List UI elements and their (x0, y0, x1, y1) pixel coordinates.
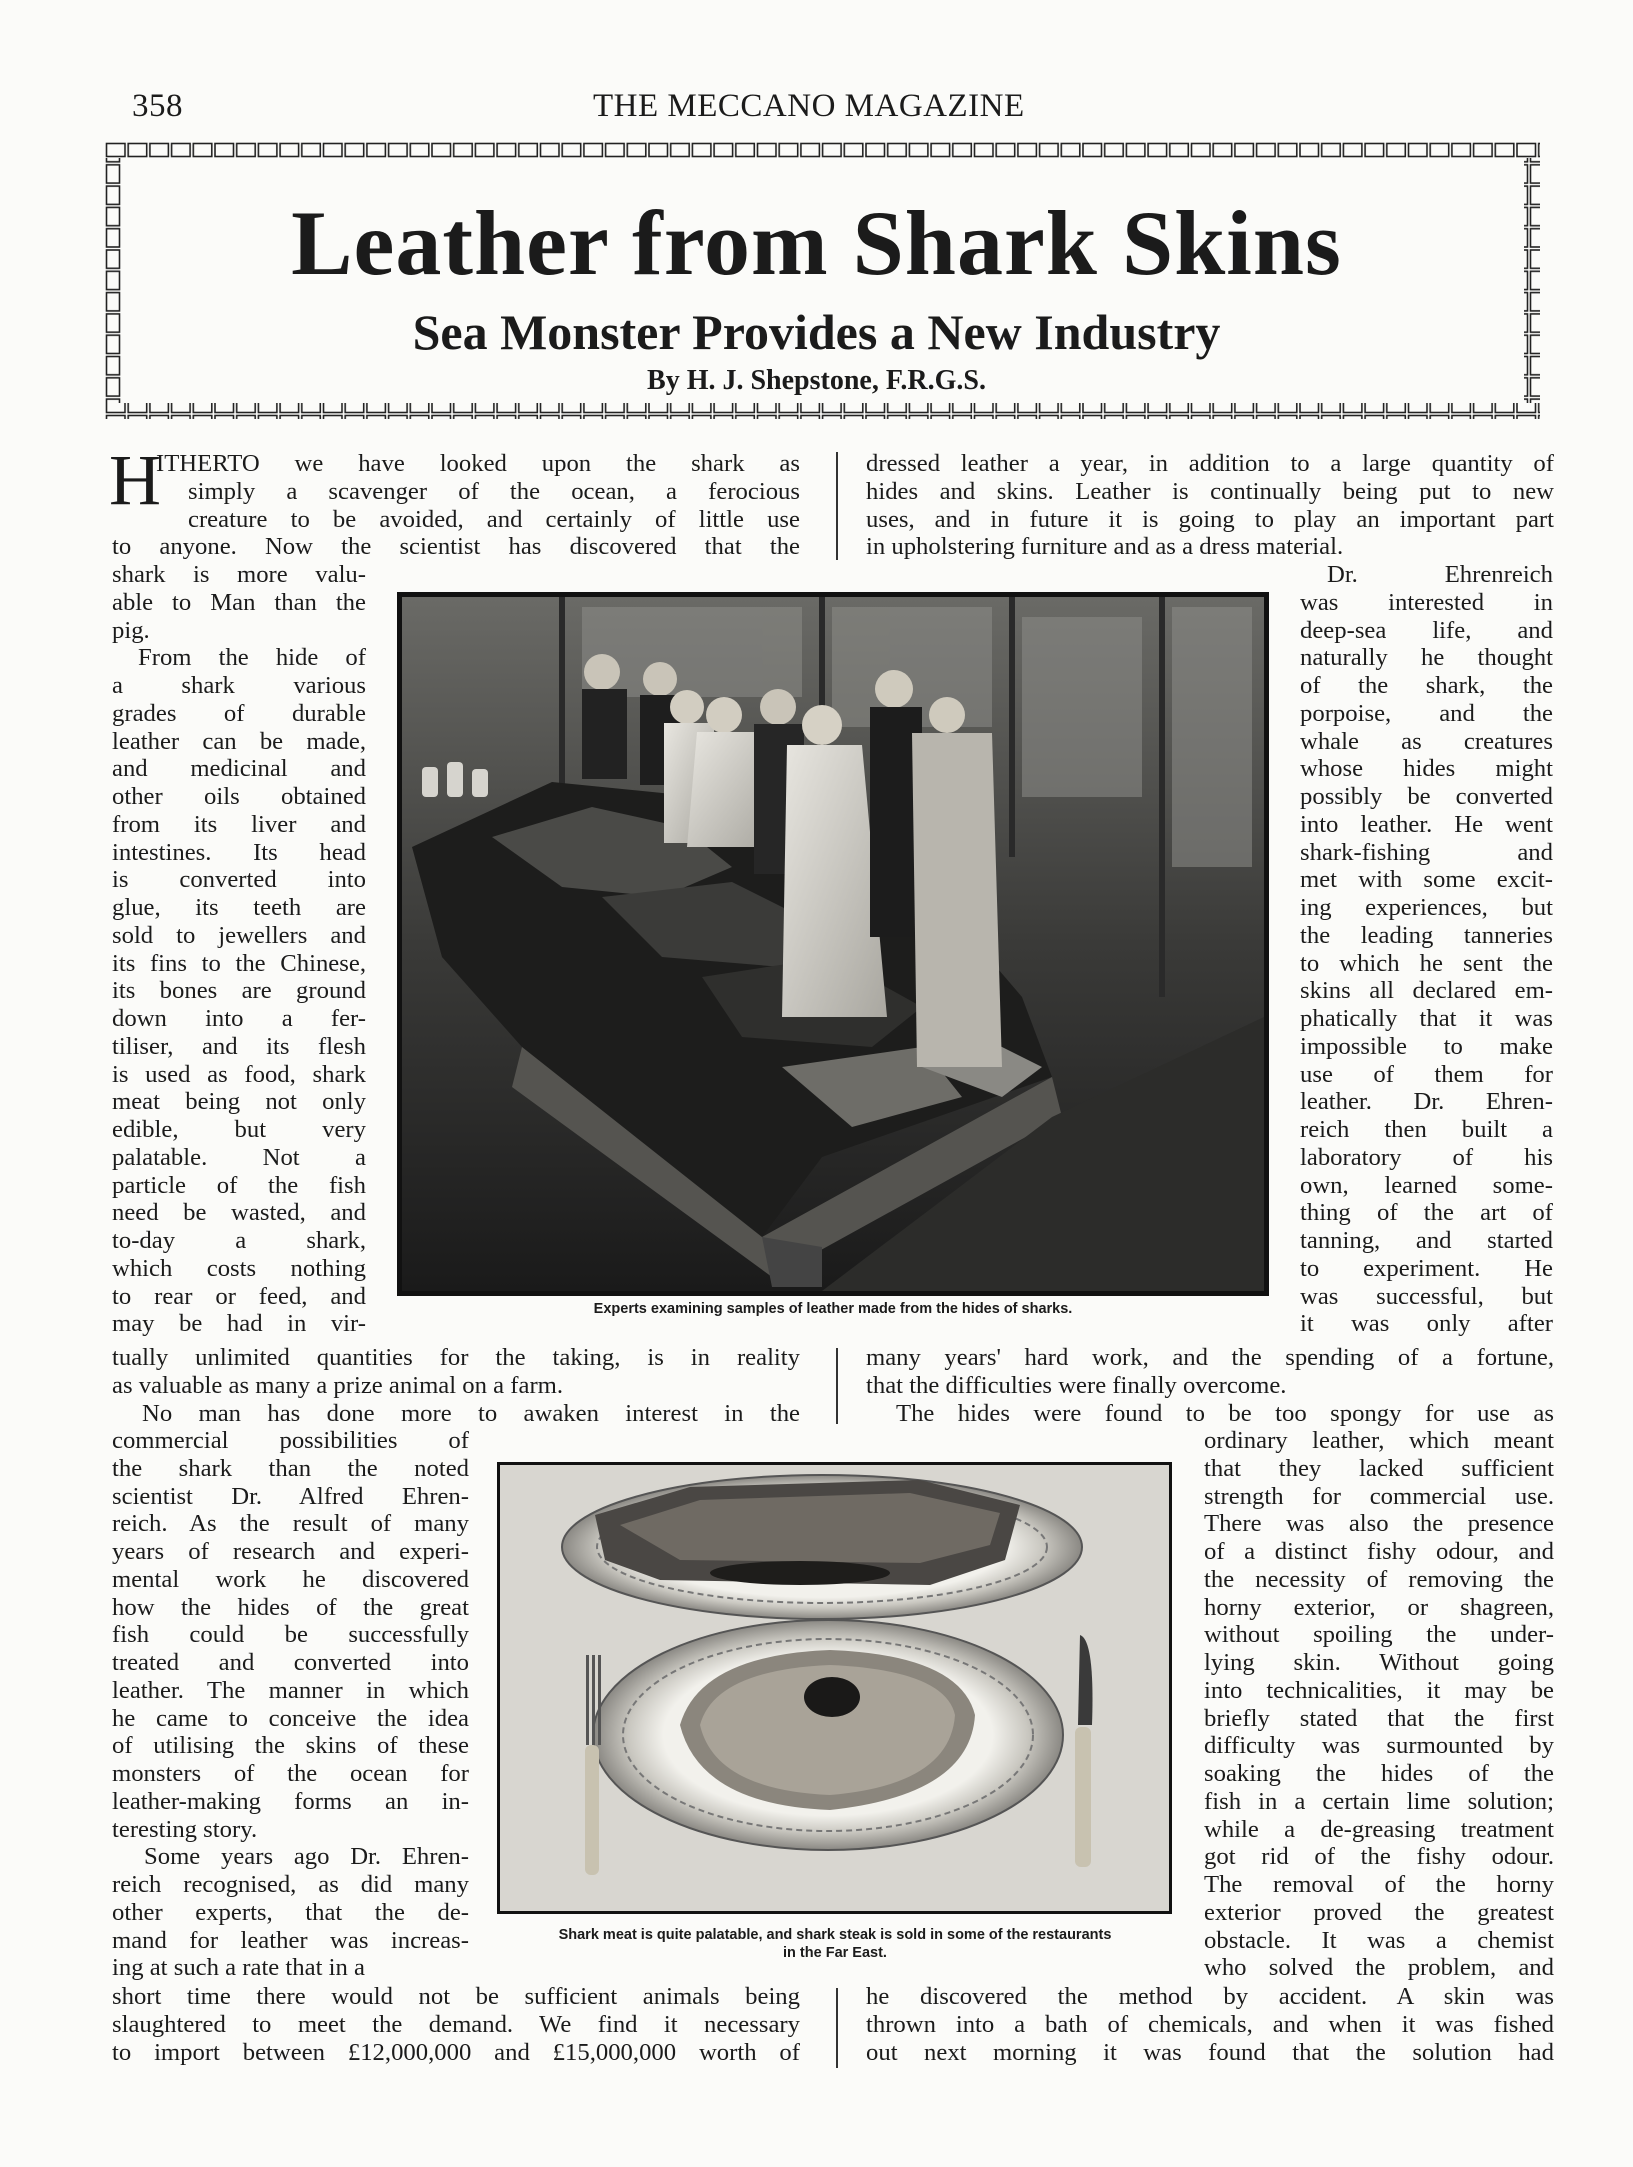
text-line: how the hides of the great (112, 1593, 469, 1621)
text-line: naturally he thought (1300, 644, 1553, 672)
text-line: From the hide of (138, 644, 366, 672)
column-rule (836, 1348, 838, 1424)
text-line: that they lacked sufficient (1204, 1454, 1554, 1482)
text-line: particle of the fish (112, 1171, 366, 1199)
text-line: treated and converted into (112, 1649, 469, 1676)
col2-narrow (1300, 561, 1553, 1338)
article-title: Leather from Shark Skins (291, 192, 1342, 294)
text-line: tually unlimited quantities for the taking, is in reality (112, 1344, 800, 1371)
leather-photo-illustration (402, 597, 1264, 1291)
text-line: reich. As the result of many (112, 1510, 469, 1538)
text-line: There was also the presence (1204, 1510, 1554, 1538)
text-line: Dr. Ehrenreich (1327, 561, 1553, 588)
text-line: to which he sent the (1300, 949, 1553, 977)
text-line: may be had in vir- (112, 1310, 366, 1338)
text-line: the shark than the noted (112, 1454, 469, 1482)
text-line: grades of durable (112, 699, 366, 727)
text-line: from its liver and (112, 810, 366, 838)
text-line: was successful, but (1300, 1282, 1553, 1310)
text-line: monsters of the ocean for (112, 1760, 469, 1787)
text-line: scientist Dr. Alfred Ehren- (112, 1482, 469, 1510)
text-line: need be wasted, and (112, 1199, 366, 1227)
text-line: is converted into (112, 866, 366, 894)
text-line: years of research and experi- (112, 1538, 469, 1565)
text-line: The removal of the horny (1204, 1871, 1554, 1898)
text-line: deep-sea life, and (1300, 616, 1553, 644)
text-line: The hides were found to be too spongy for use as (896, 1399, 1554, 1427)
text-line: leather. The manner in which (112, 1676, 469, 1704)
text-line: simply a scavenger of the ocean, a ferocious (188, 477, 800, 505)
leather-photo (397, 592, 1269, 1296)
figure-caption-line: in the Far East. (783, 1945, 887, 1961)
col1-lower (112, 1427, 469, 1982)
text-line: glue, its teeth are (112, 894, 366, 921)
text-line: difficulty was surmounted by (1204, 1732, 1554, 1760)
text-line: briefly stated that the first (1204, 1704, 1554, 1732)
figure-caption (470, 1926, 1200, 1962)
text-line: who solved the problem, and (1204, 1954, 1554, 1982)
text-line: short time there would not be sufficient animals being (112, 1983, 800, 2010)
page-number: 358 (132, 88, 183, 124)
text-line: reich then built a (1300, 1116, 1553, 1143)
text-line: hides and skins. Leather is continually being put to new (866, 477, 1554, 505)
text-line: which costs nothing (112, 1254, 366, 1282)
text-line: to experiment. He (1300, 1254, 1553, 1282)
text-line: it was only after (1300, 1310, 1553, 1338)
text-line: ing experiences, but (1300, 894, 1553, 921)
text-line: in upholstering furniture and as a dress material. (866, 533, 1344, 561)
text-line: whale as creatures (1300, 727, 1553, 755)
shark-meat-photo (497, 1462, 1172, 1914)
text-line: its bones are ground (112, 977, 366, 1005)
text-line: soaking the hides of the (1204, 1760, 1554, 1787)
text-line: without spoiling the under- (1204, 1621, 1554, 1649)
col1-bottom (112, 1983, 800, 2066)
text-line: its fins to the Chinese, (112, 949, 366, 977)
text-line: thing of the art of (1300, 1199, 1553, 1227)
text-line: of utilising the skins of these (112, 1732, 469, 1760)
text-line: porpoise, and the (1300, 699, 1553, 727)
text-line: fish in a certain lime solution; (1204, 1787, 1554, 1815)
text-line: ordinary leather, which meant (1204, 1427, 1554, 1454)
article-subtitle: Sea Monster Provides a New Industry (412, 304, 1221, 360)
text-line: fish could be successfully (112, 1621, 469, 1649)
text-line: was interested in (1300, 588, 1553, 616)
column-rule (836, 1988, 838, 2068)
text-line: is used as food, shark (112, 1060, 366, 1088)
text-line: he discovered the method by accident. A skin was (866, 1983, 1554, 2010)
col1-mid (112, 1344, 800, 1427)
text-line: edible, but very (112, 1116, 366, 1143)
text-line: the leading tanneries (1300, 921, 1553, 949)
text-line: strength for commercial use. (1204, 1482, 1554, 1510)
figure-caption-line: Shark meat is quite palatable, and shark steak is sold in some of the restaurants (558, 1927, 1112, 1943)
text-line: into technicalities, it may be (1204, 1676, 1554, 1704)
col1-intro (112, 450, 800, 561)
text-line: intestines. Its head (112, 838, 366, 866)
article-byline: By H. J. Shepstone, F.R.G.S. (647, 365, 986, 396)
text-line: a shark various (112, 672, 366, 699)
text-line: got rid of the fishy odour. (1204, 1843, 1554, 1871)
text-line: sold to jewellers and (112, 921, 366, 949)
column-rule (836, 452, 838, 560)
text-line: of a distinct fishy odour, and (1204, 1538, 1554, 1565)
text-line: whose hides might (1300, 755, 1553, 783)
figure-caption: Experts examining samples of leather made from the hides of sharks. (593, 1301, 1073, 1317)
text-line: reich recognised, as did many (112, 1871, 469, 1898)
text-line: creature to be avoided, and certainly of little use (188, 505, 800, 533)
text-line: leather-making forms an in- (112, 1787, 469, 1815)
text-line: many years' hard work, and the spending of a fortune, (866, 1344, 1554, 1371)
text-line: lying skin. Without going (1204, 1649, 1554, 1676)
text-line: tanning, and started (1300, 1227, 1553, 1254)
text-line: horny exterior, or shagreen, (1204, 1593, 1554, 1621)
text-line: pig. (112, 616, 150, 644)
text-line: obstacle. It was a chemist (1204, 1926, 1554, 1954)
text-line: met with some excit- (1300, 866, 1553, 894)
text-line: laboratory of his (1300, 1143, 1553, 1171)
text-line: meat being not only (112, 1088, 366, 1116)
text-line: leather. Dr. Ehren- (1300, 1088, 1553, 1116)
text-line: Some years ago Dr. Ehren- (144, 1843, 469, 1871)
text-line: while a de-greasing treatment (1204, 1815, 1554, 1843)
magazine-title: THE MECCANO MAGAZINE (593, 88, 1025, 124)
text-line: other experts, that the de- (112, 1898, 469, 1926)
col2-lower (1204, 1427, 1554, 1982)
text-line: the necessity of removing the (1204, 1565, 1554, 1593)
text-line: ITHERTO we have looked upon the shark as (156, 450, 800, 477)
text-line: shark is more valu- (112, 561, 366, 588)
col2-bottom (866, 1983, 1554, 2066)
text-line: down into a fer- (112, 1005, 366, 1032)
text-line: to-day a shark, (112, 1227, 366, 1254)
text-line: mand for leather was increas- (112, 1926, 469, 1954)
col2-intro (866, 450, 1554, 561)
text-line: other oils obtained (112, 783, 366, 810)
text-line: dressed leather a year, in addition to a large quantity of (866, 450, 1554, 477)
text-line: uses, and in future it is going to play an important part (866, 505, 1554, 533)
shark-meat-photo-illustration (500, 1465, 1169, 1911)
text-line: palatable. Not a (112, 1143, 366, 1171)
text-line: tiliser, and its flesh (112, 1032, 366, 1060)
text-line: skins all declared em- (1300, 977, 1553, 1005)
drop-cap: H (109, 440, 161, 520)
text-line: he came to conceive the idea (112, 1704, 469, 1732)
text-line: ing at such a rate that in a (112, 1954, 365, 1982)
text-line: into leather. He went (1300, 810, 1553, 838)
text-line: No man has done more to awaken interest in the (142, 1399, 800, 1427)
text-line: that the difficulties were finally overcome. (866, 1371, 1287, 1399)
text-line: commercial possibilities of (112, 1427, 469, 1454)
text-line: phatically that it was (1300, 1005, 1553, 1032)
col2-mid (866, 1344, 1554, 1427)
text-line: out next morning it was found that the solution had (866, 2038, 1554, 2066)
text-line: teresting story. (112, 1815, 258, 1843)
text-line: to rear or feed, and (112, 1282, 366, 1310)
text-line: to import between £12,000,000 and £15,000,000 worth of (112, 2038, 800, 2066)
text-line: and medicinal and (112, 755, 366, 783)
text-line: to anyone. Now the scientist has discovered that the (112, 533, 800, 561)
text-line: able to Man than the (112, 588, 366, 616)
text-line: of the shark, the (1300, 672, 1553, 699)
text-line: exterior proved the greatest (1204, 1898, 1554, 1926)
text-line: leather can be made, (112, 727, 366, 755)
text-line: shark-fishing and (1300, 838, 1553, 866)
text-line: use of them for (1300, 1060, 1553, 1088)
text-line: thrown into a bath of chemicals, and when it was fished (866, 2010, 1554, 2038)
text-line: as valuable as many a prize animal on a farm. (112, 1371, 564, 1399)
text-line: impossible to make (1300, 1032, 1553, 1060)
text-line: possibly be converted (1300, 783, 1553, 810)
text-line: mental work he discovered (112, 1565, 469, 1593)
text-line: slaughtered to meet the demand. We find it necessary (112, 2010, 800, 2038)
text-line: own, learned some- (1300, 1171, 1553, 1199)
col1-narrow (112, 561, 366, 1338)
